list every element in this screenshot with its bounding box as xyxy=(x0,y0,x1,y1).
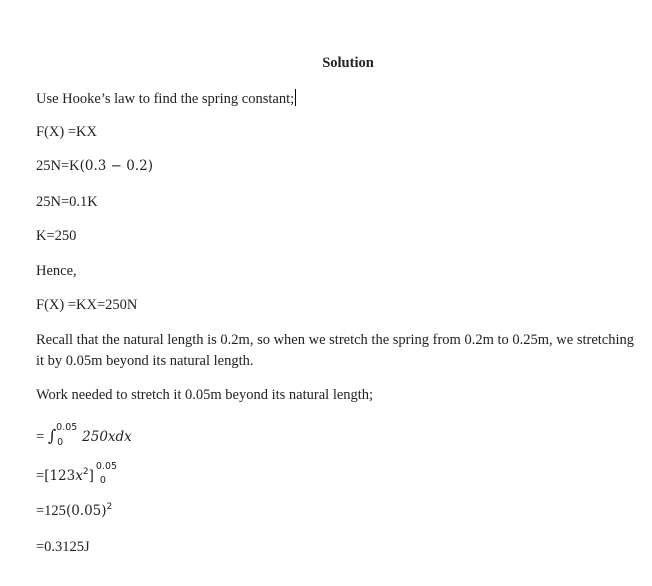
equation-simplified: 25N=0.1K xyxy=(36,194,98,210)
integral-lower-limit: 0 xyxy=(57,437,64,448)
evaluation-expression xyxy=(36,502,112,522)
evaluation-limits xyxy=(94,461,120,486)
antiderivative-variable: x xyxy=(75,468,83,484)
recall-paragraph: Recall that the natural length is 0.2m, so when we stretch the spring from 0.2m to 0.25m, we stretching it by 0.05m beyond its natural length. xyxy=(36,332,634,369)
evaluation-lower-limit: 0 xyxy=(99,475,106,486)
antiderivative-prefix: = xyxy=(36,468,45,484)
hence-label: Hence, xyxy=(36,263,77,279)
integral-limits xyxy=(56,422,82,448)
solution-heading: Solution xyxy=(322,55,374,71)
text-cursor xyxy=(295,89,296,106)
final-result: =0.3125J xyxy=(36,539,90,555)
equation-spring-constant: K=250 xyxy=(36,228,77,244)
integral-upper-limit: 0.05 xyxy=(56,422,78,433)
bracket-close: ] xyxy=(88,468,94,484)
integrand: 250xdx xyxy=(82,429,132,445)
integral-sign: ∫ xyxy=(47,426,57,445)
equation-substitution-math: (0.3 − 0.2) xyxy=(79,158,153,174)
antiderivative-coefficient: 123 xyxy=(49,468,76,484)
evaluation-upper-limit: 0.05 xyxy=(95,461,118,472)
integral-prefix: = xyxy=(36,429,48,445)
intro-line[interactable] xyxy=(36,89,296,108)
evaluation-math: (0.05) xyxy=(65,503,107,519)
integral-expression xyxy=(36,422,132,448)
bracket-open: [ xyxy=(44,468,50,484)
evaluation-prefix: =125 xyxy=(36,503,66,519)
equation-substitution xyxy=(36,157,153,175)
equation-force: F(X) =KX=250N xyxy=(36,297,138,313)
work-statement: Work needed to stretch it 0.05m beyond its natural length; xyxy=(36,387,374,403)
equation-substitution-prefix: 25N=K xyxy=(36,158,80,174)
antiderivative-expression xyxy=(36,461,120,487)
evaluation-exponent: 2 xyxy=(106,502,113,512)
antiderivative-exponent: 2 xyxy=(82,467,89,477)
equation-hookes-law: F(X) =KX xyxy=(36,124,97,140)
intro-text: Use Hooke’s law to find the spring constant; xyxy=(36,91,295,107)
